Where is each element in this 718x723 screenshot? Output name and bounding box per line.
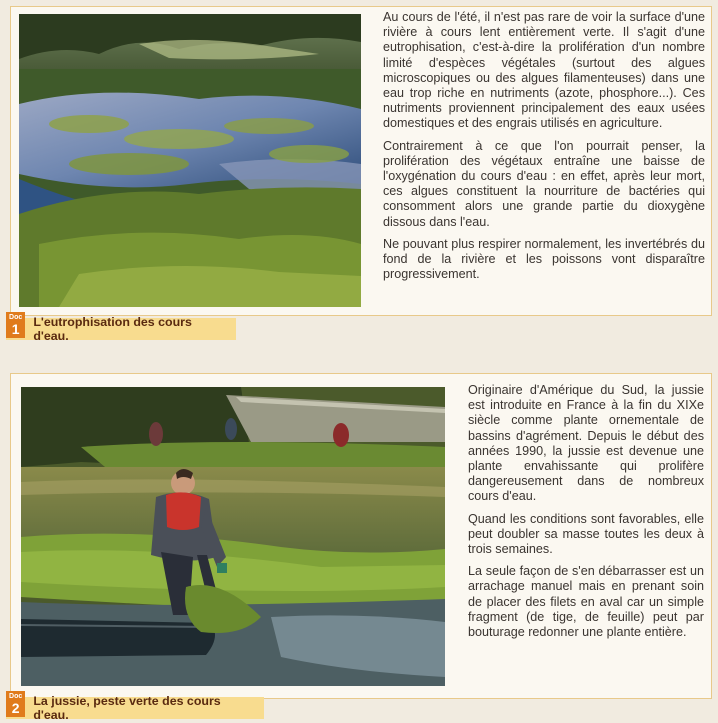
doc1-badge-word: Doc [9,314,23,321]
eutrophic-river-photo [19,14,361,307]
doc2-badge [6,691,25,717]
doc1-panel [10,6,712,316]
doc2-paragraph-3: La seule façon de s'en débarrasser est un arrachage manuel mais en prenant soin de placer des filets en aval car un simple fragment (de tige, de feuille) peut par bouturage redonner une plante entière. [468,564,704,640]
doc1-text [383,10,705,289]
doc2-paragraph-1: Originaire d'Amérique du Sud, la jussie est introduite en France à la fin du XIXe siècle comme plante ornementale de bassins d'agrément. Depuis le début des années 1990, la jussie est devenue une plante envahissante qui prolifère dangereusement dans de nombreux cours d'eau. [468,383,704,504]
doc2-text [468,383,704,647]
doc1-caption [6,314,236,343]
doc2-paragraph-2: Quand les conditions sont favorables, elle peut doubler sa masse toutes les deux à trois semaines. [468,511,704,557]
doc1-paragraph-2: Contrairement à ce que l'on pourrait penser, la prolifération des végétaux entraîne une baisse de l'oxygénation du cours d'eau : en effet, après leur mort, ces algues constituent la nourriture de bactéries qui consomment alors une grande partie du dioxygène dissous dans l'eau. [383,138,705,229]
doc2-caption-text: La jussie, peste verte des cours d'eau. [33,694,221,722]
doc1-badge [6,312,25,338]
doc1-caption-text: L'eutrophisation des cours d'eau. [33,315,192,343]
jussie-removal-photo [21,387,445,686]
doc2-badge-number: 2 [11,700,20,716]
doc1-badge-number: 1 [11,321,20,337]
doc1-paragraph-1: Au cours de l'été, il n'est pas rare de voir la surface d'une rivière à cours lent entièrement verte. Il s'agit d'une eutrophisation, c'est-à-dire la prolifération d'un nombre limité d'espèces végétales (surtout des algues microscopiques ou des algues filamenteuses) dans une eau trop riche en nutriments (azote, phosphore...). Ces nutriments proviennent principalement des eaux usées domestiques et des engrais utilisés en agriculture. [383,10,705,131]
doc2-caption [6,693,264,722]
doc2-panel [10,373,712,699]
doc2-badge-word: Doc [9,693,23,700]
doc1-paragraph-3: Ne pouvant plus respirer normalement, les invertébrés du fond de la rivière et les poissons vont disparaître progressivement. [383,236,705,282]
